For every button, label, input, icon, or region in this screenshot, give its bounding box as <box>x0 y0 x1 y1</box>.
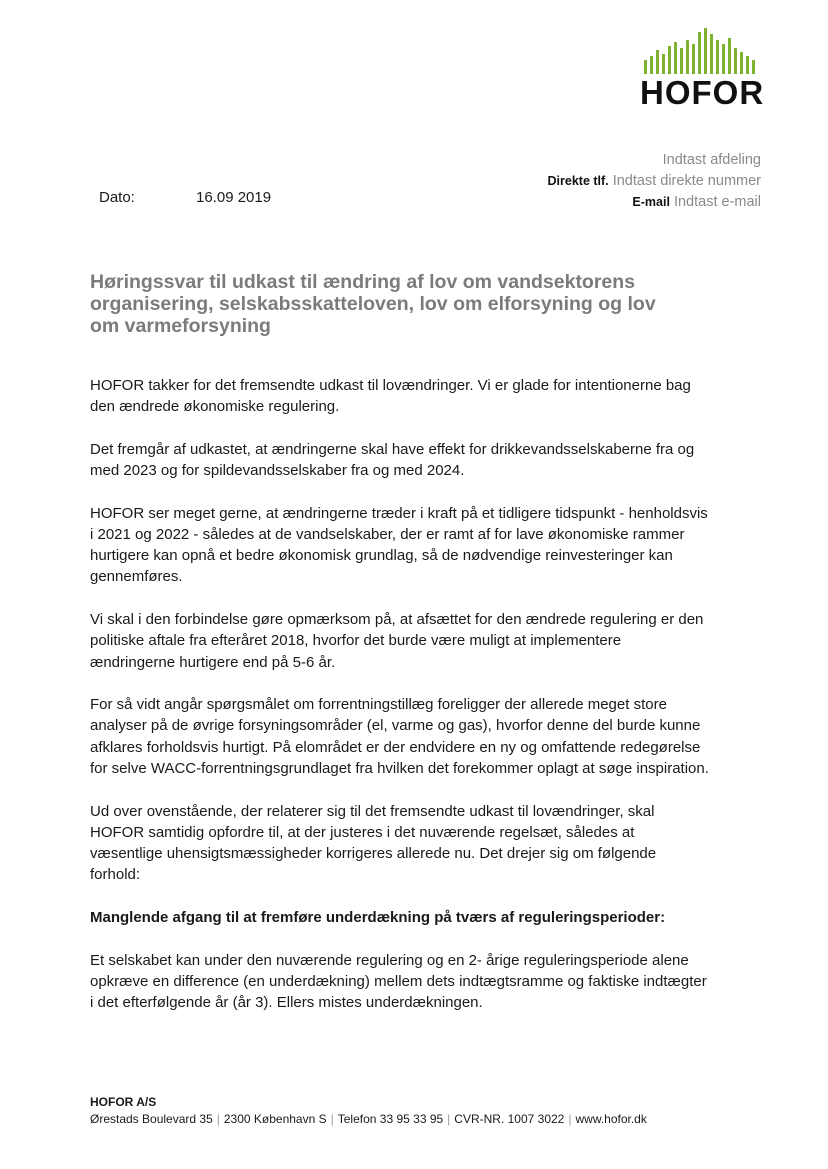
email-field <box>548 192 761 213</box>
date-label: Dato: <box>99 189 135 206</box>
phone-value: Indtast direkte nummer <box>612 173 761 189</box>
footer-web-link[interactable]: www.hofor.dk <box>575 1112 647 1126</box>
paragraph: HOFOR ser meget gerne, at ændringerne træder i kraft på et tidligere tidspunkt - henholdsvis i 2021 og 2022 - således at de vandselskaber, der er ramt af for lave økonomiske rammer hurtigere kan opnå et bedre økonomisk grundlag, så de nødvendige reinvesteringer kan gennemføres. <box>90 504 708 586</box>
sender-contact-block <box>548 150 761 213</box>
document-body <box>90 375 710 1035</box>
paragraph: HOFOR takker for det fremsendte udkast til lovændringer. Vi er glade for intentionerne bag den ændrede økonomiske regulering. <box>90 377 691 416</box>
email-value: Indtast e-mail <box>673 194 761 210</box>
logo-wordmark: HOFOR <box>640 74 765 111</box>
footer-phone: Telefon 33 95 33 95 <box>337 1112 444 1126</box>
footer-cvr: CVR-NR. 1007 3022 <box>454 1112 565 1126</box>
footer-city: 2300 København S <box>223 1112 327 1126</box>
footer-details: Ørestads Boulevard 35 | 2300 København S | Telefon 33 95 33 95 | CVR-NR. 1007 3022 | www.hofor.dk <box>90 1112 647 1126</box>
date-value: 16.09 2019 <box>196 189 272 206</box>
document-title: Høringssvar til udkast til ændring af lov om vandsektorens organisering, selskabsskatteloven, lov om elforsyning og lov om varmeforsyning <box>90 271 656 337</box>
footer-address: Ørestads Boulevard 35 <box>90 1112 213 1126</box>
date-line <box>99 189 272 206</box>
section-subheading: Manglende afgang til at fremføre underdækning på tværs af reguleringsperioder: <box>90 908 666 926</box>
paragraph: For så vidt angår spørgsmålet om forrentningstillæg foreligger der allerede meget store analyser på de øvrige forsyningsområder (el, varme og gas), hvorfor denne del burde kunne afklares forholdsvis hurtigt. På elområdet er der endvidere en ny og omfattende redegørelse for selve WACC-forrentningsgrundlaget fra hvilken det forekommer oplagt at søge inspiration. <box>90 696 709 777</box>
phone-field <box>548 171 761 192</box>
hofor-logo <box>640 26 765 111</box>
footer-company: HOFOR A/S <box>90 1095 157 1109</box>
department-field: Indtast afdeling <box>662 152 761 168</box>
paragraph: Et selskabet kan under den nuværende regulering og en 2- årige reguleringsperiode alene opkræve en difference (en underdækning) mellem dets indtægtsramme og faktiske indtægter i det efterfølgende år (år 3). Ellers mistes underdækningen. <box>90 951 707 1011</box>
page-footer <box>90 1094 647 1128</box>
logo-bars-icon <box>642 26 762 78</box>
paragraph: Ud over ovenstående, der relaterer sig til det fremsendte udkast til lovændringer, skal HOFOR samtidig opfordre til, at der justeres i det nuværende regelsæt, således at væsentlige uhensigtsmæssigheder korrigeres allerede nu. Det drejer sig om følgende forhold: <box>90 802 657 884</box>
phone-label: Direkte tlf. <box>547 174 609 188</box>
paragraph: Vi skal i den forbindelse gøre opmærksom på, at afsættet for den ændrede regulering er den politiske aftale fra efteråret 2018, hvorfor det burde være muligt at implementere ændringerne hurtigere end på 5-6 år. <box>90 611 704 671</box>
email-label: E-mail <box>632 195 670 209</box>
paragraph: Det fremgår af udkastet, at ændringerne skal have effekt for drikkevandsselskaberne fra og med 2023 og for spildevandsselskaber fra og med 2024. <box>90 440 695 480</box>
